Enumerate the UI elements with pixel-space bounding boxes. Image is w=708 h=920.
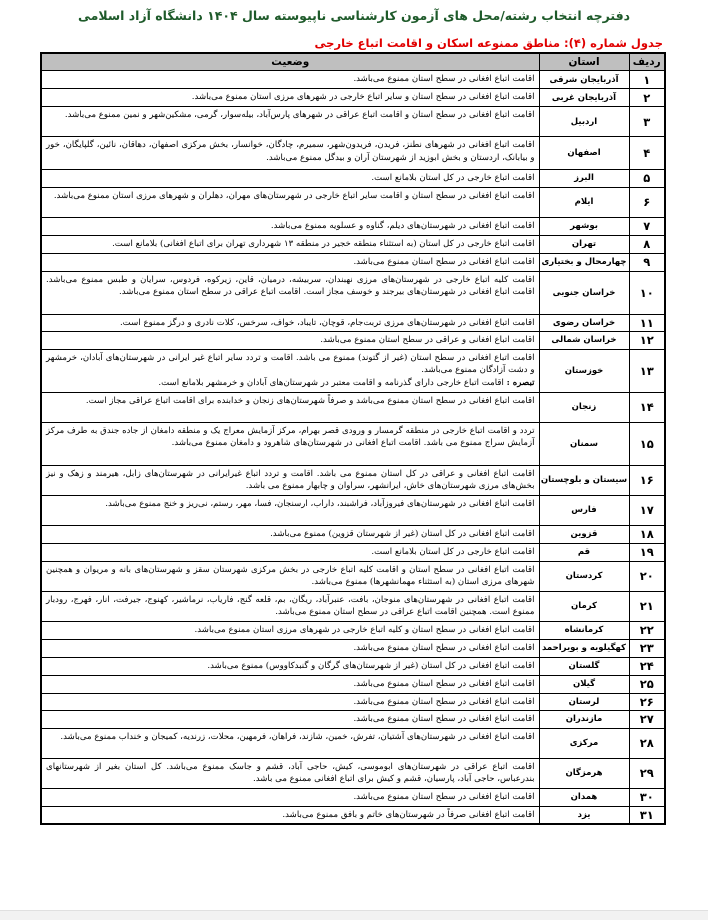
province-name: مرکزی <box>539 728 629 758</box>
status-cell <box>41 392 539 422</box>
province-name: اردبیل <box>539 107 629 137</box>
status-cell <box>41 675 539 693</box>
status-cell <box>41 349 539 392</box>
note-label: تبصره : <box>506 377 535 388</box>
status-cell <box>41 137 539 170</box>
restricted-zones-table <box>40 52 666 825</box>
status-text: اقامت اتباع افغانی در سطح استان ممنوع می‌باشد. <box>353 642 535 653</box>
status-cell <box>41 495 539 525</box>
row-number: ۲۳ <box>629 639 665 657</box>
row-number: ۲۲ <box>629 621 665 639</box>
status-text: اقامت اتباع افغانی در شهرستان‌های مرزی تربت‌جام، قوچان، تایباد، خواف، سرخس، کلات نادری و درگز ممنوع است. <box>119 317 535 328</box>
table-row <box>41 525 665 543</box>
table-header-row <box>41 53 665 71</box>
status-cell <box>41 543 539 561</box>
row-number: ۲۷ <box>629 711 665 729</box>
province-name: زنجان <box>539 392 629 422</box>
province-name: ایلام <box>539 187 629 217</box>
province-name: کرمان <box>539 591 629 621</box>
row-number: ۸ <box>629 235 665 253</box>
status-text: اقامت اتباع افغانی در سطح استان و کلیه اتباع خارجی در شهرهای مرزی استان ممنوع می‌باشد. <box>194 624 535 635</box>
status-text: اقامت اتباع افغانی در سطح استان ممنوع می‌باشد و صرفاً شهرستان‌های زنجان و خدابنده برای اقامت اتباع عراقی مجاز است. <box>85 395 535 406</box>
row-number: ۱۰ <box>629 271 665 314</box>
status-cell <box>41 271 539 314</box>
province-name: آذربایجان شرقی <box>539 71 629 89</box>
header-status: وضعیت <box>41 53 539 71</box>
table-row <box>41 349 665 392</box>
row-number: ۲۰ <box>629 561 665 591</box>
table-body <box>41 71 665 825</box>
province-name: البرز <box>539 170 629 188</box>
status-text: اقامت اتباع افغانی در سطح استان ممنوع می‌باشد. <box>353 714 535 725</box>
row-number: ۲ <box>629 89 665 107</box>
status-text: اقامت اتباع افغانی در شهرستان‌های منوجان، بافت، عنبرآباد، ریگان، بم، قلعه گنج، فاریاب، نرماشیر، کهنوج، جیرفت، انار، فهرج، رودبار ممنوع است. همچنین اقامت اتباع عراقی در سطح استان ممنوع می‌باشد. <box>46 594 535 618</box>
table-row <box>41 392 665 422</box>
status-cell <box>41 422 539 465</box>
table-row <box>41 591 665 621</box>
status-cell <box>41 187 539 217</box>
table-row <box>41 758 665 788</box>
row-number: ۱۷ <box>629 495 665 525</box>
table-row <box>41 543 665 561</box>
row-number: ۱۳ <box>629 349 665 392</box>
table-row <box>41 170 665 188</box>
status-cell <box>41 758 539 788</box>
status-text: اقامت اتباع افغانی در سطح استان ممنوع می‌باشد. <box>353 791 535 802</box>
province-name: سیستان و بلوچستان <box>539 465 629 495</box>
province-name: بوشهر <box>539 217 629 235</box>
table-row <box>41 788 665 806</box>
row-number: ۱۶ <box>629 465 665 495</box>
table-row <box>41 422 665 465</box>
province-name: خراسان رضوی <box>539 314 629 332</box>
province-name: آذربایجان غربی <box>539 89 629 107</box>
status-cell <box>41 657 539 675</box>
status-cell <box>41 89 539 107</box>
province-name: اصفهان <box>539 137 629 170</box>
status-text: اقامت اتباع افغانی در کل استان (غیر از شهرستان‌های گرگان و گنبدکاووس) ممنوع می‌باشد. <box>207 660 535 671</box>
row-number: ۱۲ <box>629 332 665 350</box>
status-text: اقامت اتباع افغانی در شهرستان‌های فیروزآباد، فراشبند، داراب، ارسنجان، فسا، مهر، رستم، نی‌ریز و خنج ممنوع می‌باشد. <box>105 498 535 509</box>
status-cell <box>41 639 539 657</box>
document-title: دفترچه انتخاب رشته/محل های آزمون کارشناسی ناپیوسته سال ۱۴۰۴ دانشگاه آزاد اسلامی <box>77 8 631 23</box>
status-cell <box>41 711 539 729</box>
table-row <box>41 711 665 729</box>
table-row <box>41 137 665 170</box>
status-text: اقامت اتباع عراقی در شهرستان‌های ابوموسی، کیش، حاجی آباد، قشم و جاسک ممنوع می‌باشد. کل استان بغیر از شهرستانهای بندرعباس، حاجی آباد، پارسیان، قشم و کیش برای اتباع افغانی ممنوع می باشد. <box>46 761 535 785</box>
row-number: ۵ <box>629 170 665 188</box>
province-name: گیلان <box>539 675 629 693</box>
province-name: قزوین <box>539 525 629 543</box>
status-text: اقامت اتباع افغانی در سطح استان ممنوع می‌باشد. <box>353 696 535 707</box>
province-name: سمنان <box>539 422 629 465</box>
table-row <box>41 639 665 657</box>
note-text: اقامت اتباع خارجی دارای گذرنامه و اقامت معتبر در شهرستان‌های آبادان و خرمشهر بلامانع است. <box>158 377 504 388</box>
table-row <box>41 235 665 253</box>
row-number: ۱۵ <box>629 422 665 465</box>
status-text: اقامت اتباع افغانی در سطح استان (غیر از گتوند) ممنوع می باشد. اقامت و تردد سایر اتباع غیر ایرانی در شهرستان‌های آبادان، خرمشهر و دشت آزادگان ممنوع می‌باشد. <box>46 352 535 376</box>
status-cell <box>41 806 539 824</box>
status-cell <box>41 728 539 758</box>
status-text: اقامت اتباع افغانی در کل استان (غیر از شهرستان قزوین) ممنوع می‌باشد. <box>270 528 535 539</box>
status-cell <box>41 253 539 271</box>
status-text: اقامت اتباع افغانی در سطح استان ممنوع می‌باشد. <box>353 678 535 689</box>
row-number: ۱۸ <box>629 525 665 543</box>
status-cell <box>41 235 539 253</box>
province-name: کردستان <box>539 561 629 591</box>
status-cell <box>41 465 539 495</box>
status-text: اقامت اتباع افغانی در شهرستان‌های دیلم، گناوه و عسلویه ممنوع می‌باشد. <box>270 220 535 231</box>
header-province: استان <box>539 53 629 71</box>
row-number: ۲۶ <box>629 693 665 711</box>
row-number: ۲۴ <box>629 657 665 675</box>
table-row <box>41 495 665 525</box>
status-text: اقامت کلیه اتباع خارجی در شهرستان‌های مرزی نهبندان، سربیشه، درمیان، قاین، زیرکوه، فردوس، سرایان و طبس ممنوع می‌باشد. اقامت اتباع افغانی در شهرستان‌های بیرجند و خوسف مجاز است. اقامت اتباع عراقی در سطح استان ممنوع می‌باشد. <box>46 274 535 298</box>
table-row <box>41 561 665 591</box>
province-name: همدان <box>539 788 629 806</box>
row-number: ۷ <box>629 217 665 235</box>
province-name: یزد <box>539 806 629 824</box>
status-text: تردد و اقامت اتباع خارجی در منطقه گرمسار و ورودی قصر بهرام، مرکز آزمایش معراج یک و منطقه دامغان از جاده جندق به طرف مرکز آزمایش سراج ممنوع می باشد. اقامت اتباع افغانی در شهرستان‌های شاهرود و دامغان ممنوع می‌باشد. <box>46 425 535 449</box>
province-name: قم <box>539 543 629 561</box>
row-number: ۲۱ <box>629 591 665 621</box>
status-text: اقامت اتباع افغانی صرفاً در شهرستان‌های خاتم و بافق ممنوع می‌باشد. <box>282 809 535 820</box>
table-row <box>41 675 665 693</box>
province-name: مازندران <box>539 711 629 729</box>
table-row <box>41 89 665 107</box>
status-text: اقامت اتباع افغانی در شهرهای نطنز، فریدن، فریدون‌شهر، سمیرم، چادگان، خوانسار، بخش مرکزی اصفهان، دهاقان، نائین، گلپایگان، خور و بیابانک، اردستان و بخش ابوزید از شهرستان آران و بیدگل ممنوع می‌باشد. <box>46 140 535 163</box>
table-row <box>41 217 665 235</box>
status-text: اقامت اتباع خارجی در کل استان بلامانع است. <box>371 546 535 557</box>
status-cell <box>41 71 539 89</box>
table-row <box>41 728 665 758</box>
status-text: اقامت اتباع افغانی و عراقی در سطح استان ممنوع می‌باشد. <box>320 335 535 346</box>
row-number: ۴ <box>629 137 665 170</box>
status-cell <box>41 107 539 137</box>
status-cell <box>41 170 539 188</box>
province-name: خراسان شمالی <box>539 332 629 350</box>
status-text: اقامت اتباع افغانی در سطح استان و اقامت سایر اتباع خارجی در شهرستان‌های مهران، دهلران و شهرهای مرزی استان ممنوع می‌باشد. <box>53 190 535 201</box>
row-number: ۱۱ <box>629 314 665 332</box>
status-text: اقامت اتباع افغانی در سطح استان ممنوع می‌باشد. <box>353 74 535 84</box>
table-row <box>41 332 665 350</box>
row-number: ۳۱ <box>629 806 665 824</box>
table-row <box>41 71 665 89</box>
status-cell <box>41 693 539 711</box>
province-name: لرستان <box>539 693 629 711</box>
row-number: ۳۰ <box>629 788 665 806</box>
table-row <box>41 657 665 675</box>
status-text: اقامت اتباع افغانی در سطح استان و اقامت کلیه اتباع خارجی در بخش مرکزی شهرستان سقز و شهرستان‌های بانه و مریوان و همچنین شهرهای مرزی استان (به استثناء مهمانشهرها) ممنوع می‌باشد. <box>46 564 535 588</box>
row-number: ۱۹ <box>629 543 665 561</box>
status-text: اقامت اتباع خارجی در کل استان بلامانع است. <box>371 173 535 183</box>
status-text: اقامت اتباع افغانی و عراقی در کل استان ممنوع می باشد. اقامت و تردد اتباع غیرایرانی در شهرستان‌های زابل، هیرمند و زهک و نیز بخش‌های مرزی شهرستان‌های خاش، ایرانشهر، سراوان و چابهار ممنوع می باشد. <box>46 468 535 492</box>
status-cell <box>41 591 539 621</box>
province-name: گلستان <box>539 657 629 675</box>
status-cell <box>41 217 539 235</box>
table-row <box>41 621 665 639</box>
province-name: تهران <box>539 235 629 253</box>
province-name: چهارمحال و بختیاری <box>539 253 629 271</box>
status-text: اقامت اتباع خارجی در کل استان (به استثناء منطقه خجیر در منطقه ۱۳ شهرداری تهران برای اتباع افغانی) بلامانع است. <box>112 238 535 249</box>
table-row <box>41 107 665 137</box>
province-name: کهگیلویه و بویراحمد <box>539 639 629 657</box>
table-row <box>41 271 665 314</box>
province-name: کرمانشاه <box>539 621 629 639</box>
status-text: اقامت اتباع افغانی در سطح استان و سایر اتباع خارجی در شهرهای مرزی استان ممنوع می‌باشد. <box>191 92 535 102</box>
status-cell <box>41 314 539 332</box>
table-row <box>41 806 665 824</box>
province-name: فارس <box>539 495 629 525</box>
table-caption: جدول شماره (۴): مناطق ممنوعه اسکان و اقامت اتباع خارجی <box>314 36 663 50</box>
row-number: ۱۴ <box>629 392 665 422</box>
status-cell <box>41 561 539 591</box>
status-cell <box>41 332 539 350</box>
province-name: خراسان جنوبی <box>539 271 629 314</box>
status-text: اقامت اتباع افغانی در شهرستان‌های آشتیان، تفرش، خمین، شازند، فراهان، فرمهین، محلات، زرندیه، کمیجان و خنداب ممنوع می‌باشد. <box>60 731 535 742</box>
status-cell <box>41 788 539 806</box>
province-name: هرمزگان <box>539 758 629 788</box>
table-row <box>41 253 665 271</box>
row-number: ۱ <box>629 71 665 89</box>
status-cell <box>41 525 539 543</box>
table-row <box>41 465 665 495</box>
table-row <box>41 693 665 711</box>
row-number: ۲۹ <box>629 758 665 788</box>
row-number: ۶ <box>629 187 665 217</box>
row-number: ۹ <box>629 253 665 271</box>
row-number: ۳ <box>629 107 665 137</box>
status-cell <box>41 621 539 639</box>
row-number: ۲۵ <box>629 675 665 693</box>
status-text: اقامت اتباع افغانی در سطح استان و اقامت اتباع عراقی در شهرهای پارس‌آباد، بیله‌سوار، گرمی، مشکین‌شهر و نمین ممنوع می‌باشد. <box>64 110 535 120</box>
province-name: خوزستان <box>539 349 629 392</box>
table-row <box>41 314 665 332</box>
table-row <box>41 187 665 217</box>
status-text: اقامت اتباع افغانی در سطح استان ممنوع می‌باشد. <box>353 256 535 267</box>
header-row-number: ردیف <box>629 53 665 71</box>
row-number: ۲۸ <box>629 728 665 758</box>
